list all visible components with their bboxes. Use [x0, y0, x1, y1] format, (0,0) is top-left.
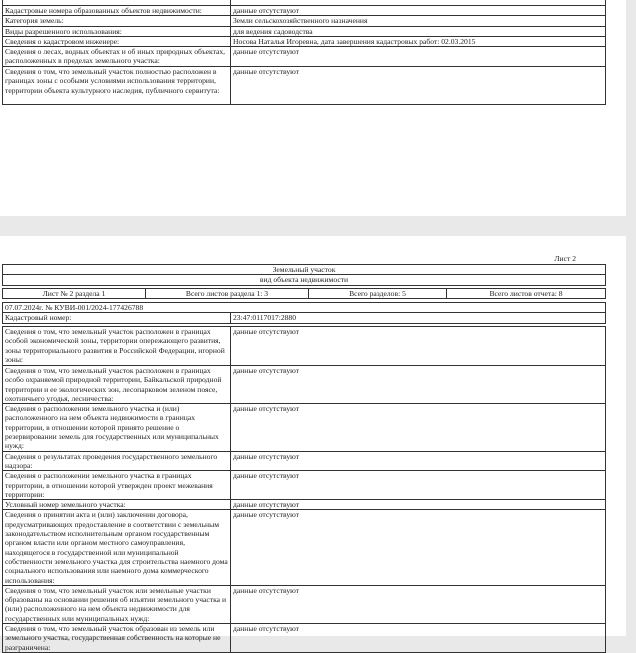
table-row: [3, 16, 606, 26]
table-row: [3, 451, 606, 471]
table-row: [3, 404, 606, 451]
table-row: [3, 327, 606, 366]
row-value: Земли сельскохозяйственного назначения: [231, 16, 606, 26]
row-label: Сведения о расположении земельного участка в границах территории, в отношении которой утвержден проект межевания территории:: [3, 471, 231, 500]
report-sheets-total: Всего листов отчета: 8: [447, 289, 606, 299]
land-info-table-2: [2, 326, 606, 653]
document-reference: 07.07.2024г. № КУВИ-001/2024-177426788: [3, 303, 606, 313]
object-subtitle: вид объекта недвижимости: [3, 275, 606, 285]
row-value: данные отсутствуют: [231, 500, 606, 510]
table-row: [3, 471, 606, 500]
row-label: Условный номер земельного участка:: [3, 500, 231, 510]
table-row: [3, 624, 606, 653]
row-label: Сведения о кадастровом инженере:: [3, 36, 231, 46]
row-value: данные отсутствуют: [231, 327, 606, 366]
row-label: Сведения о том, что земельный участок расположен в границах особой экономической зоны, территории опережающего развития, зоны территориального развития в Российской Федерации, игорной зоны:: [3, 327, 231, 366]
table-row: [3, 510, 606, 585]
row-value: данные отсутствуют: [231, 366, 606, 404]
section-sheets-total: Всего листов раздела 1: 3: [146, 289, 309, 299]
table-row: [3, 36, 606, 46]
row-label: Виды разрешенного использования:: [3, 26, 231, 36]
row-label: Сведения о том, что земельный участок расположен в границах особо охраняемой природной территории, Байкальской природной территории и ее экологических зон, лесопарковом зеленом поясе, охотничьего угодья, лесничества:: [3, 366, 231, 404]
row-label: Сведения о том, что земельный участок или земельные участки образованы на основании решения об изъятии земельного участка и (или) расположенного на нем объекта недвижимости для государственных или муниципальных нужд:: [3, 585, 231, 623]
row-label: Сведения о расположении земельного участка и (или) расположенного на нем объекта недвижимости в границах территории, в отношении которой принято решение о резервировании земель для государственных или муниципальных нужд:: [3, 404, 231, 451]
row-value: данные отсутствуют: [231, 47, 606, 67]
object-title-table: [2, 264, 606, 286]
row-value: данные отсутствуют: [231, 67, 606, 105]
row-value: для ведения садоводства: [231, 26, 606, 36]
table-row: [3, 585, 606, 623]
object-title: Земельный участок: [3, 265, 606, 275]
table-row: [3, 366, 606, 404]
table-row: [3, 47, 606, 67]
row-value: данные отсутствуют: [231, 6, 606, 16]
cadastral-table: [2, 302, 606, 324]
row-value: Носова Наталья Игоревна, дата завершения кадастровых работ: 02.03.2015: [231, 36, 606, 46]
row-value: данные отсутствуют: [231, 451, 606, 471]
table-row: [3, 500, 606, 510]
row-label: Сведения о результатах проведения государственного земельного надзора:: [3, 451, 231, 471]
row-value: данные отсутствуют: [231, 624, 606, 653]
sheet-number: Лист 2: [554, 254, 576, 263]
row-label: Кадастровые номера образованных объектов недвижимости:: [3, 6, 231, 16]
cadastral-label: Кадастровый номер:: [3, 313, 231, 323]
table-row: [3, 26, 606, 36]
row-label: Категория земель:: [3, 16, 231, 26]
row-value: данные отсутствуют: [231, 510, 606, 585]
row-label: Сведения о принятии акта и (или) заключении договора, предусматривающих предоставление в соответствии с земельным законодательством исполнительным органом государственным органом власти или органом местного самоуправления, находящегося в государственной или муниципальной собственности земельного участка для строительства наемного дома социального использования или наемного дома коммерческого использования:: [3, 510, 231, 585]
land-info-table-1: [2, 0, 606, 105]
page-2: [0, 236, 626, 652]
sheet-info-table: [2, 288, 606, 299]
sheet-of-section: Лист № 2 раздела 1: [3, 289, 146, 299]
row-value: данные отсутствуют: [231, 585, 606, 623]
row-value: данные отсутствуют: [231, 471, 606, 500]
row-label: Сведения о том, что земельный участок образован из земель или земельного участка, государственная собственность на которые не разграничена:: [3, 624, 231, 653]
page-1: [0, 0, 626, 216]
sections-total: Всего разделов: 5: [309, 289, 447, 299]
cadastral-number: 23:47:0117017:2880: [231, 313, 606, 323]
row-label: Сведения о лесах, водных объектах и об иных природных объектах, расположенных в пределах земельного участка:: [3, 47, 231, 67]
table-row: [3, 67, 606, 105]
table-row: [3, 6, 606, 16]
row-value: данные отсутствуют: [231, 404, 606, 451]
row-label: Сведения о том, что земельный участок полностью расположен в границах зоны с особыми условиями использования территории, территории объекта культурного наследия, публичного сервитута:: [3, 67, 231, 105]
